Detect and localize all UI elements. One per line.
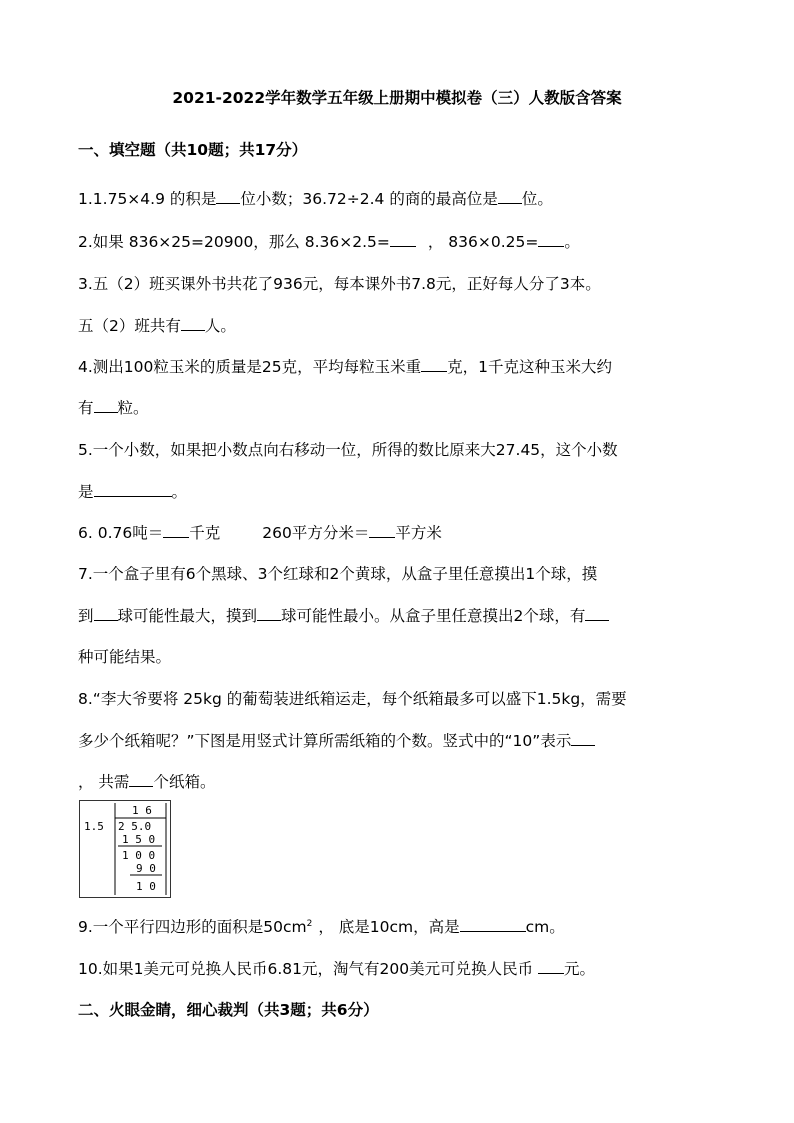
answer-blank[interactable] <box>257 605 281 621</box>
question-5-line-1: 5.一个小数，如果把小数点向右移动一位，所得的数比原来大27.45，这个小数 <box>78 441 618 459</box>
remainder-row-1: 1 0 0 <box>122 849 156 862</box>
quotient-text: 1 6 <box>132 804 152 817</box>
long-division-svg <box>80 801 170 897</box>
question-10: 10.如果1美元可兑换人民币6.81元，淘气有200美元可兑换人民币 元。 <box>78 960 596 978</box>
question-8-line-1: 8.“李大爷要将 25kg 的葡萄装进纸箱运走，每个纸箱最多可以盛下1.5kg，需要 <box>78 690 627 708</box>
question-3-line-1: 3.五（2）班买课外书共花了936元，每本课外书7.8元，正好每人分了3本。 <box>78 275 601 293</box>
question-4-line-2: 有 粒。 <box>78 399 149 417</box>
answer-blank[interactable] <box>538 231 564 247</box>
question-7-line-2: 到 球可能性最大，摸到 球可能性最小。从盒子里任意摸出2个球，有 <box>78 604 609 626</box>
dividend-text: 2 5.0 <box>118 820 152 833</box>
long-division-figure <box>79 800 171 898</box>
question-1: 1.1.75×4.9 的积是 位小数；36.72÷2.4 的商的最高位是 位。 <box>78 190 553 208</box>
answer-blank[interactable] <box>369 522 395 538</box>
question-4-line-1: 4.测出100粒玉米的质量是25克，平均每粒玉米重 克，1千克这种玉米大约 <box>78 358 612 376</box>
question-8-line-3: ， 共需 个纸箱。 <box>78 773 216 791</box>
question-7-line-1: 7.一个盒子里有6个黑球、3个红球和2个黄球，从盒子里任意摸出1个球，摸 <box>78 565 598 583</box>
document-title: 2021-2022学年数学五年级上册期中模拟卷（三）人教版含答案 <box>172 89 622 107</box>
answer-blank[interactable] <box>585 605 609 621</box>
answer-blank[interactable] <box>498 188 522 204</box>
question-7-line-3: 种可能结果。 <box>78 648 172 666</box>
divisor-text: 1.5 <box>84 820 104 833</box>
subtract-row-1: 1 5 0 <box>122 833 156 846</box>
answer-blank[interactable] <box>538 958 564 974</box>
question-9: 9.一个平行四边形的面积是$50cm^2$ ， 底是10cm，高是 cm。 <box>78 918 565 936</box>
question-8-line-2: 多少个纸箱呢？”下图是用竖式计算所需纸箱的个数。竖式中的“10”表示 <box>78 729 595 751</box>
answer-blank[interactable] <box>94 397 118 413</box>
answer-blank[interactable] <box>163 522 189 538</box>
answer-blank[interactable] <box>181 315 205 331</box>
answer-blank[interactable] <box>94 481 172 497</box>
answer-blank[interactable] <box>94 605 118 621</box>
question-5-line-2: 是 。 <box>78 483 188 501</box>
section-heading-true-false: 二、火眼金睛，细心裁判（共3题；共6分） <box>78 1001 379 1019</box>
section-heading-fill-in: 一、填空题（共10题；共17分） <box>78 141 308 159</box>
question-2: 2.如果 836×25=20900，那么 8.36×2.5= ， 836×0.25= 。 <box>78 233 580 251</box>
remainder-row-2: 1 0 <box>136 880 156 893</box>
answer-blank[interactable] <box>129 771 153 787</box>
subtract-row-2: 9 0 <box>136 862 156 875</box>
answer-blank[interactable] <box>216 188 240 204</box>
question-3-line-2: 五（2）班共有 人。 <box>78 317 236 335</box>
question-6: 6. 0.76吨＝ 千克 260平方分米＝ 平方米 <box>78 524 442 542</box>
answer-blank[interactable] <box>421 356 447 372</box>
answer-blank[interactable] <box>390 231 416 247</box>
answer-blank[interactable] <box>571 730 595 746</box>
answer-blank[interactable] <box>460 916 526 932</box>
